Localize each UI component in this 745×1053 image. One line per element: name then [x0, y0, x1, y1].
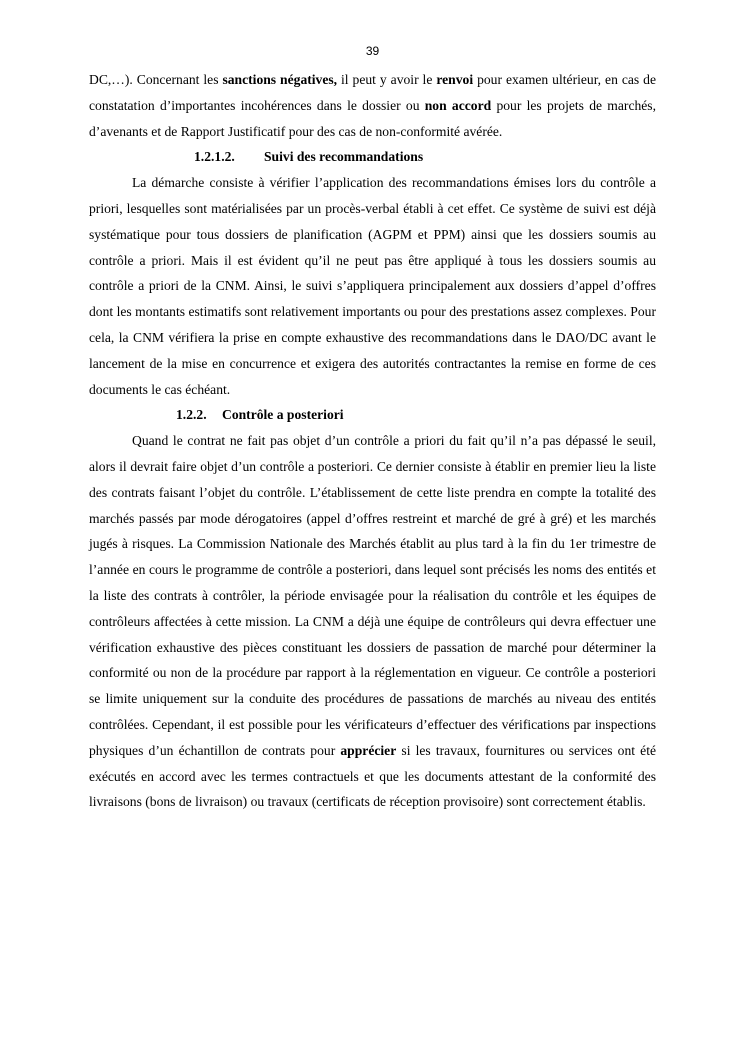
- section-heading-122: [89, 402, 656, 428]
- paragraph-text: pour les projets de marchés, d’avenants et de Rapport Justificatif pour des cas de non-conformité avérée.: [89, 97, 656, 139]
- bold-term: apprécier: [340, 742, 397, 758]
- bold-term: sanctions négatives,: [222, 72, 338, 87]
- document-body: [89, 67, 656, 815]
- section-number: 1.2.1.2.: [194, 149, 235, 165]
- section-title: Suivi des recommandations: [264, 149, 424, 165]
- section-heading-1212: [89, 144, 656, 170]
- paragraph-sanctions: [89, 67, 656, 144]
- paragraph-text: il peut y avoir le: [337, 72, 437, 87]
- paragraph-suivi: La démarche consiste à vérifier l’application des recommandations émises lors du contrôle a priori, lesquelles sont matérialisées par un procès-verbal établi à cet effet. Ce système de suivi est déjà systématique pour tous dossiers de planification (AGPM et PPM) ainsi que les dossiers soumis au contrôle a priori. Mais il est évident qu’il ne peut pas être appliqué à tous les dossiers soumis au contrôle a priori de la CNM. Ainsi, le suivi s’appliquera principalement aux dossiers d’appel d’offres dont les montants estimatifs sont relativement importants ou pour des prestations assez complexes. Pour cela, la CNM vérifiera la prise en compte exhaustive des recommandations dans le DAO/DC avant le lancement de la mise en concurrence et exigera des autorités contractantes la remise en forme de ces documents le cas échéant.: [89, 175, 656, 397]
- section-number: 1.2.2.: [176, 407, 207, 423]
- paragraph-posteriori: [89, 428, 656, 815]
- bold-term: non accord: [424, 97, 492, 113]
- section-title: Contrôle a posteriori: [222, 407, 344, 423]
- bold-term: renvoi: [436, 72, 474, 87]
- paragraph-text: DC,…). Concernant les: [89, 72, 223, 87]
- paragraph-text: Quand le contrat ne fait pas objet d’un contrôle a priori du fait qu’il n’a pas dépassé le seuil, alors il devrait faire objet d’un contrôle a posteriori. Ce dernier consiste à établir en premier lieu la liste des contrats faisant l’objet du contrôle. L’établissement de cette liste prendra en compte la totalité des marchés passés par mode dérogatoires (appel d’offres restreint et marché de gré à gré) et les marchés jugés à risques. La Commission Nationale des Marchés établit au plus tard à la fin du 1er trimestre de l’année en cours le programme de contrôle a posteriori, dans lequel sont précisés les noms des entités et la liste des contrats à contrôler, la période envisagée pour la réalisation du contrôle et les équipes de contrôleurs affectées à cette mission. La CNM a déjà une équipe de contrôleurs qui devra effectuer une vérification exhaustive des pièces constituant les dossiers de passation de marché pour déterminer la conformité ou non de la procédure par rapport à la réglementation en vigueur. Ce contrôle a posteriori se limite uniquement sur la conduite des procédures de passations de marchés au niveau des entités contrôlées. Cependant, il est possible pour les vérificateurs d’effectuer des vérifications par inspections physiques d’un échantillon de contrats pour: [89, 433, 656, 758]
- paragraph-text: si les travaux, fournitures ou services ont été exécutés en accord avec les termes contractuels et que les documents attestant de la conformité des livraisons (bons de livraison) ou travaux (certificats de réception provisoire) sont correctement établis.: [89, 742, 657, 810]
- paragraph-text: pour examen ultérieur, en cas de constatation d’importantes incohérences dans le dossier ou: [89, 72, 656, 113]
- page-number: 39: [365, 44, 380, 58]
